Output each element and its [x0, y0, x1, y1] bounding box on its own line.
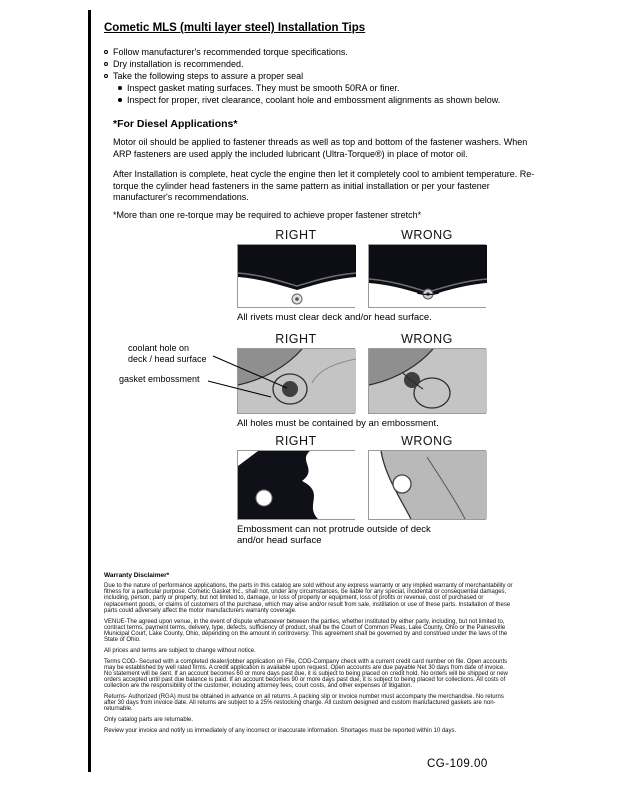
right-label: RIGHT [275, 434, 317, 448]
wrong-label: WRONG [401, 332, 453, 346]
gasket-embossment-label: gasket embossment [119, 374, 200, 384]
rivet-right-illustration [238, 245, 356, 307]
tip-text: Take the following steps to assure a proper seal [113, 71, 304, 81]
diagram-images [237, 450, 486, 520]
list-item [104, 46, 500, 58]
coolant-hole-label-line2: deck / head surface [128, 353, 207, 364]
rivet-right-diagram [237, 244, 355, 308]
disclaimer-paragraph: Due to the nature of performance applications, the parts in this catalog are sold without any express warranty or any implied warranty of merchantability or fitness for a particular purpose. Cometic Gasket Inc., shall not, under any circumstances, be liable for any special, incidental or consequential damages, including, person, party or property, but not limited to, damage, or loss of property or equipment, loss of profits or revenue, cost of purchased or replacement goods, or claims of customers of the purchase, which may arise and/or result from sale, instillation or use of these parts. Installation of these parts could adversely affect the motor manufacturers warranty coverage. [104, 583, 513, 614]
embossment-wrong-illustration [369, 451, 487, 519]
hole-wrong-diagram [368, 348, 486, 414]
disclaimer-paragraph: Review your invoice and notify us immediately of any incorrect or inaccurate information. Shortages must be reported within 10 days. [104, 727, 457, 734]
dot-bullet-icon [118, 98, 122, 102]
embossment-right-diagram [237, 450, 355, 520]
embossment-wrong-diagram [368, 450, 486, 520]
tip-text: Follow manufacturer's recommended torque specifications. [113, 47, 348, 57]
circle-bullet-icon [104, 74, 108, 78]
sub-list-item [118, 82, 500, 94]
tip-text: Dry installation is recommended. [113, 59, 244, 69]
sub-list-item [118, 94, 500, 106]
embossment-caption [237, 524, 486, 546]
tip-text: Inspect for proper, rivet clearance, coolant hole and embossment alignments as shown below. [127, 95, 501, 105]
diagram-headers [237, 228, 486, 242]
wrong-label: WRONG [401, 228, 453, 242]
disclaimer-paragraph: All prices and terms are subject to change without notice. [104, 647, 256, 654]
hole-wrong-illustration [369, 349, 487, 413]
diagram-row-rivets [237, 228, 486, 323]
holes-caption: All holes must be contained by an embossment. [237, 418, 439, 429]
circle-bullet-icon [104, 50, 108, 54]
retorque-note: *More than one re-torque may be required to achieve proper fastener stretch* [113, 210, 422, 220]
page-title: Cometic MLS (multi layer steel) Installation Tips [104, 22, 366, 34]
coolant-hole-label-line1: coolant hole on [128, 343, 190, 353]
list-item [104, 70, 500, 82]
embossment-right-illustration [238, 451, 356, 519]
disclaimer-paragraph: VENUE-The agreed upon venue, in the event of dispute whatsoever between the parties, whether instituted by either party, including, but not limited to, contract terms, payment terms, delivery, type, defects, sufficiency of product, shall be the Court of Common Pleas, Lake County, Ohio or the Painesville Municipal Court, Lake County, Ohio, depending on the amount in controversy. This agreement shall be governed by and construed under the laws of the State of Ohio. [104, 618, 508, 644]
page-left-border [88, 10, 91, 772]
disclaimer-heading: Warranty Disclaimer* [104, 572, 170, 579]
page-number: CG-109.00 [427, 758, 488, 770]
diesel-heading: *For Diesel Applications* [113, 118, 238, 130]
diagram-images [237, 244, 486, 308]
right-label: RIGHT [275, 228, 317, 242]
diesel-paragraph-2: After Installation is complete, heat cycle the engine then let it completely cool to ambient temperature. Re-torque the cylinder head fasteners in the same pattern as initial installation or per your fastener manufacturer's recommendations. [113, 169, 535, 202]
list-item [104, 58, 500, 70]
rivet-wrong-diagram [368, 244, 486, 308]
diagram-headers [237, 332, 486, 346]
embossment-caption-line2: and/or head surface [237, 535, 322, 546]
rivets-caption: All rivets must clear deck and/or head surface. [237, 312, 432, 323]
disclaimer-paragraph: Only catalog parts are returnable. [104, 717, 194, 724]
tips-list [104, 46, 500, 106]
tip-text: Inspect gasket mating surfaces. They must be smooth 50RA or finer. [127, 83, 400, 93]
wrong-label: WRONG [401, 434, 453, 448]
right-label: RIGHT [275, 332, 317, 346]
disclaimer-paragraph: Terms COD- Secured with a completed dealer/jobber application on File, COD-Company check with a current credit card number on file. Open accounts may be established by well rated firms. A credit application is available upon request. Open accounts are due payable Net 30 days from date of invoice. No statement will be sent. If an account becomes 60 or more days past due, it is subject to being placed on credit hold. No orders will be shipped or new orders accepted until past due balance is paid. If an account becomes 90 or more days past due, it is subject to being placed for collections. All costs of collection are the responsibility of the customer, including attorney fees, court costs, and other expenses of litigation. [104, 658, 508, 690]
coolant-hole-label [128, 343, 212, 364]
label-pointer-lines [203, 345, 303, 405]
warranty-disclaimer [104, 572, 514, 739]
diagram-headers [237, 434, 486, 448]
dot-bullet-icon [118, 86, 122, 90]
diesel-paragraph-1: Motor oil should be applied to fastener threads as well as top and bottom of the fastener washers. When ARP fasteners are used apply the included lubricant (Ultra-Torque®) in place of motor oil. [113, 137, 528, 159]
disclaimer-paragraph: Returns- Authorized (RGA) must be obtained in advance on all returns. A packing slip or invoice number must accompany the merchandise. No returns after 30 days from invoice date. All returns are subject to a 25% restocking charge. All custom designed and custom manufactured gaskets are non-returnable. [104, 694, 504, 713]
diagram-row-embossment [237, 434, 486, 546]
circle-bullet-icon [104, 62, 108, 66]
rivet-wrong-illustration [369, 245, 487, 307]
embossment-caption-line1: Embossment can not protrude outside of deck [237, 524, 431, 535]
